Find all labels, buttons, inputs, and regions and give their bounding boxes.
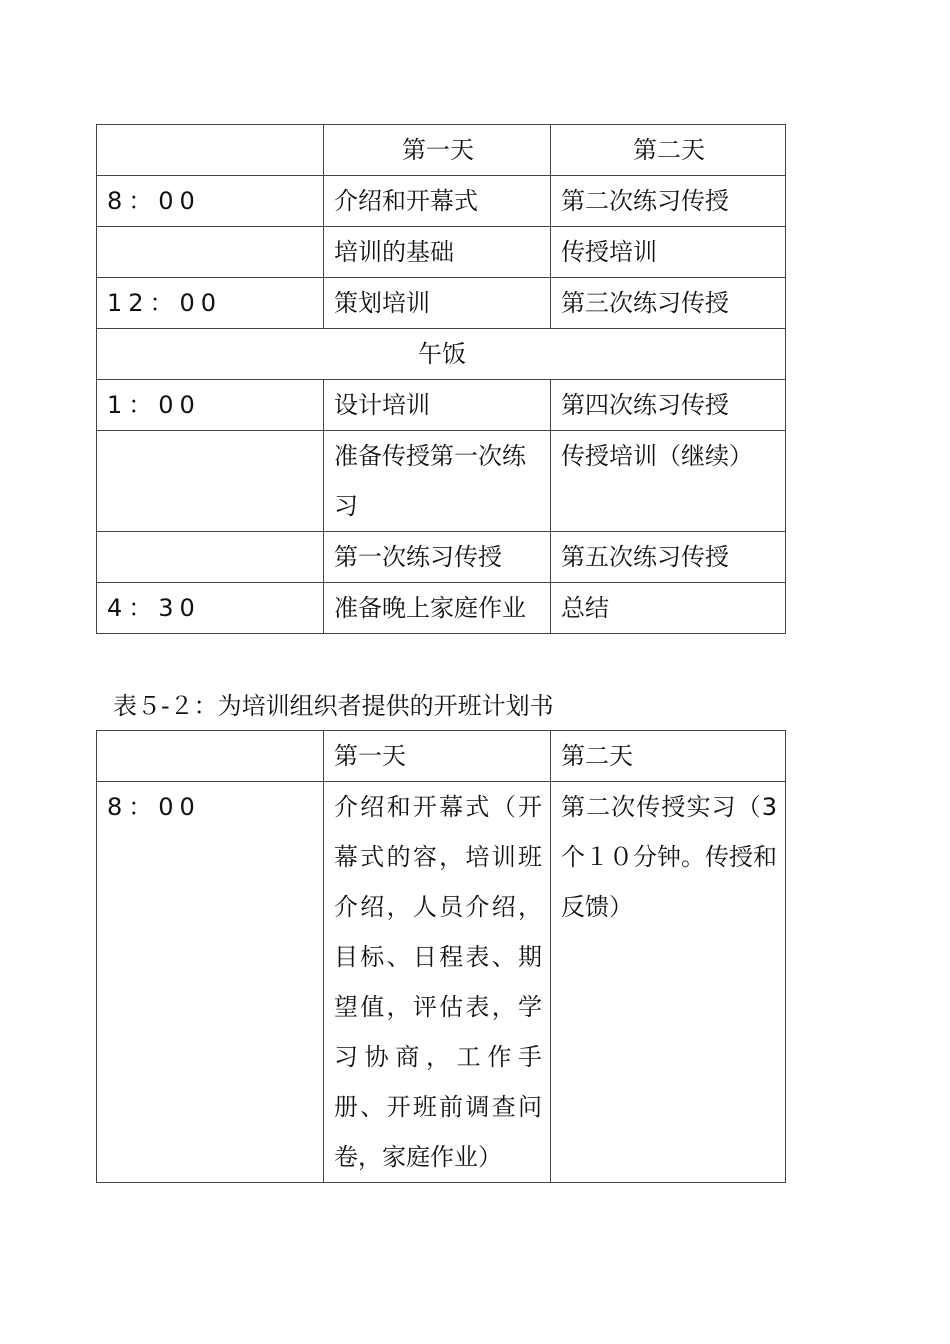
day1-cell: 策划培训 xyxy=(324,278,551,329)
header-cell-day1: 第一天 xyxy=(324,731,551,782)
day2-cell: 第二次练习传授 xyxy=(551,176,786,227)
lunch-row xyxy=(97,329,786,380)
time-cell: 4：30 xyxy=(97,583,324,634)
header-cell-day2: 第二天 xyxy=(551,125,786,176)
time-cell: 1：00 xyxy=(97,380,324,431)
schedule-table-2 xyxy=(96,730,786,1183)
day1-cell: 介绍和开幕式（开幕式的容，培训班介绍，人员介绍，目标、日程表、期望值，评估表，学习协商，工作手册、开班前调查问卷，家庭作业） xyxy=(324,782,551,1183)
table-row xyxy=(97,431,786,532)
table-row xyxy=(97,532,786,583)
day2-cell: 传授培训（继续） xyxy=(551,431,786,532)
time-cell: 8：00 xyxy=(97,782,324,1183)
time-cell: 12：00 xyxy=(97,278,324,329)
day2-cell: 第三次练习传授 xyxy=(551,278,786,329)
time-cell xyxy=(97,227,324,278)
header-cell-empty xyxy=(97,731,324,782)
schedule-table-1 xyxy=(96,124,786,634)
table-row xyxy=(97,278,786,329)
time-cell xyxy=(97,532,324,583)
day2-cell: 第五次练习传授 xyxy=(551,532,786,583)
day1-cell: 介绍和开幕式 xyxy=(324,176,551,227)
day1-cell: 设计培训 xyxy=(324,380,551,431)
table-caption: 表５-２：为培训组织者提供的开班计划书 xyxy=(113,692,554,720)
table-row xyxy=(97,782,786,1183)
table-row xyxy=(97,583,786,634)
table-header-row xyxy=(97,731,786,782)
header-cell-day1: 第一天 xyxy=(324,125,551,176)
table-header-row xyxy=(97,125,786,176)
day1-cell: 准备传授第一次练习 xyxy=(324,431,551,532)
lunch-cell: 午饭 xyxy=(97,329,786,380)
time-cell xyxy=(97,431,324,532)
day2-cell: 第二次传授实习（3个１０分钟。传授和反馈） xyxy=(551,782,786,1183)
table-row xyxy=(97,227,786,278)
day1-cell: 培训的基础 xyxy=(324,227,551,278)
table-row xyxy=(97,176,786,227)
time-cell: 8：00 xyxy=(97,176,324,227)
day2-cell: 第四次练习传授 xyxy=(551,380,786,431)
header-cell-empty xyxy=(97,125,324,176)
table-row xyxy=(97,380,786,431)
day2-cell: 总结 xyxy=(551,583,786,634)
day2-cell: 传授培训 xyxy=(551,227,786,278)
day1-cell: 准备晚上家庭作业 xyxy=(324,583,551,634)
header-cell-day2: 第二天 xyxy=(551,731,786,782)
day1-cell: 第一次练习传授 xyxy=(324,532,551,583)
